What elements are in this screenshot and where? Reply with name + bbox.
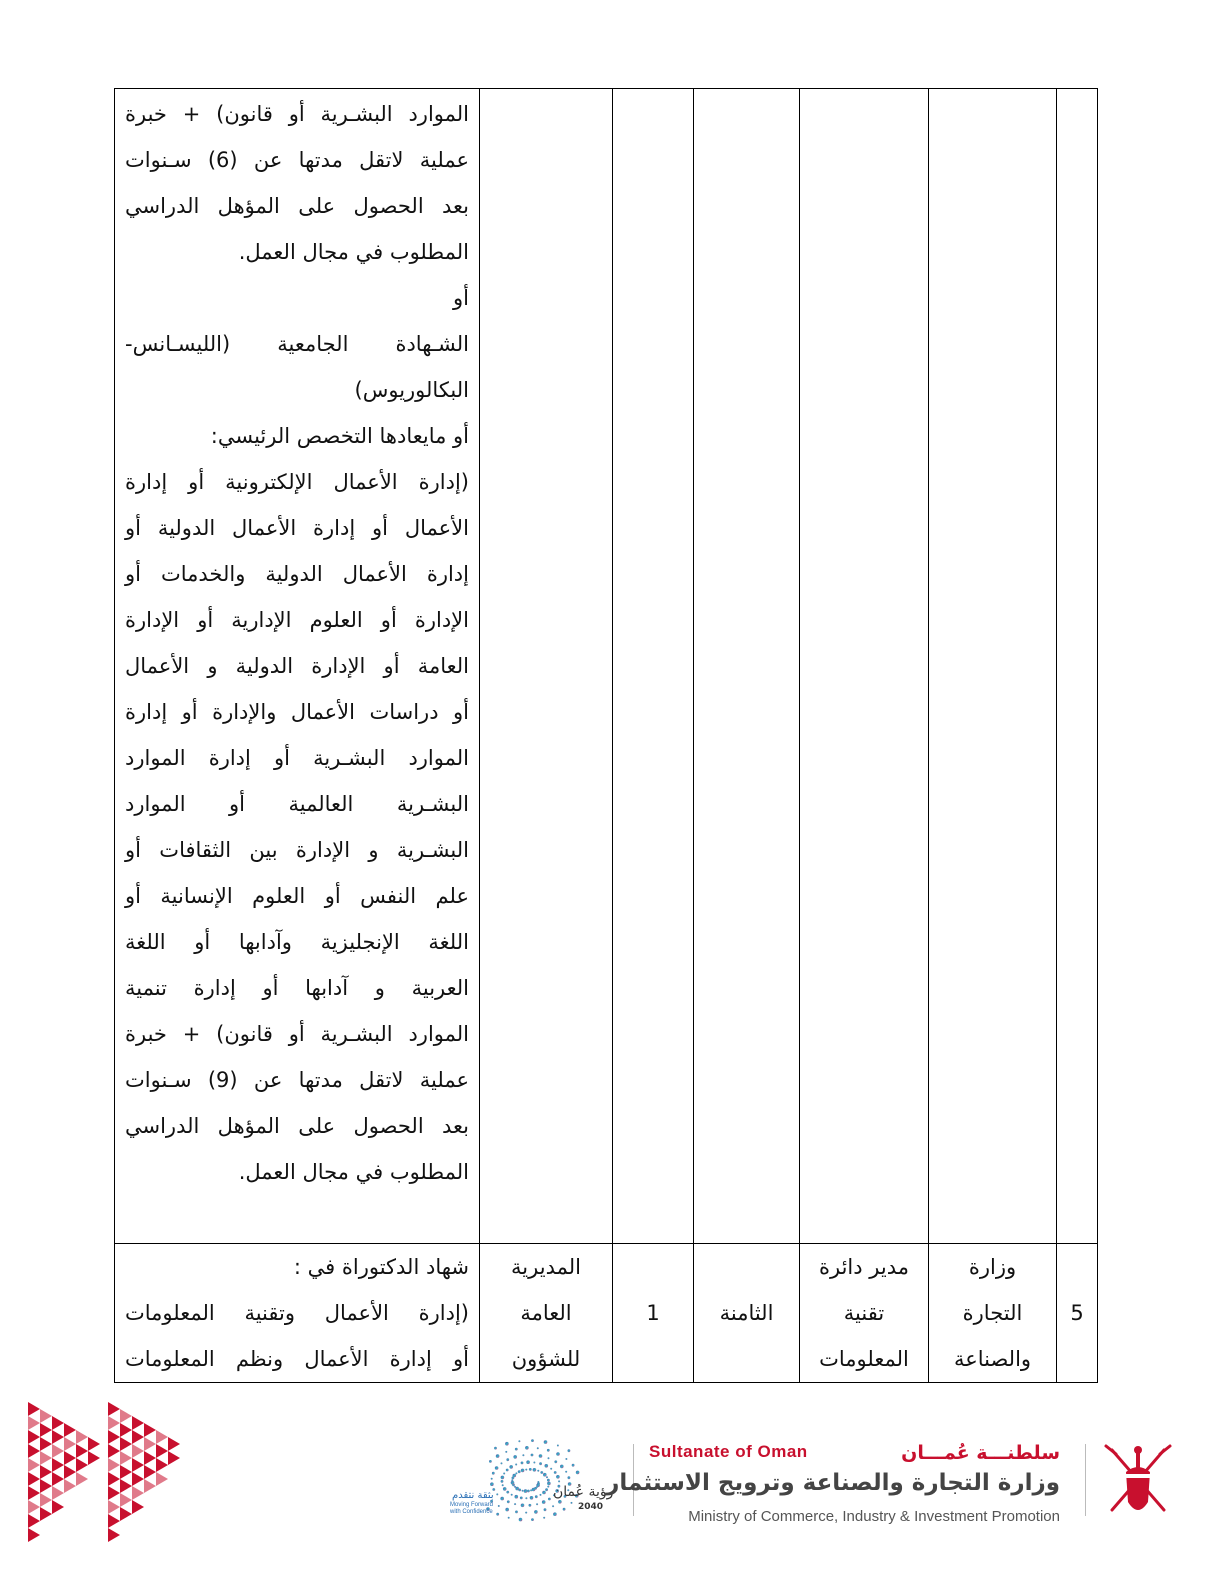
vision-dot xyxy=(530,1489,532,1491)
vision-dot xyxy=(511,1479,513,1481)
vision-dot xyxy=(503,1487,507,1491)
triangle-shape xyxy=(88,1437,100,1451)
triangle-shape xyxy=(64,1451,76,1465)
count: 1 xyxy=(646,1301,660,1325)
vision-dot xyxy=(531,1454,534,1457)
ministry-cell xyxy=(929,89,1057,1244)
vision-dot xyxy=(505,1442,509,1446)
vision-dot xyxy=(556,1452,560,1456)
triangle-shape xyxy=(52,1430,64,1444)
vision-dot xyxy=(563,1508,566,1511)
triangle-shape xyxy=(28,1528,40,1542)
vision-dot xyxy=(558,1500,562,1504)
triangle-shape xyxy=(108,1444,120,1458)
triangle-shape xyxy=(168,1437,180,1451)
qual-line: أو إدارة الأعمال ونظم المعلومات xyxy=(125,1347,469,1371)
vision-dot xyxy=(514,1503,516,1505)
vision-dot xyxy=(554,1471,557,1474)
qual-line: البشـرية العالمية أو الموارد xyxy=(125,792,469,816)
qual-line: إدارة الأعمال الدولية والخدمات أو xyxy=(125,562,469,586)
tagline-en-line: Moving Forward xyxy=(450,1502,494,1508)
qual-line: علم النفس أو العلوم الإنسانية أو xyxy=(125,884,469,908)
qual-line: الموارد البشـرية أو قانون) + خبرة xyxy=(125,102,469,126)
ministry-name-ar: وزارة التجارة والصناعة وترويج الاستثمار xyxy=(606,1470,1060,1496)
vision-dot xyxy=(533,1462,535,1464)
grade: الثامنة xyxy=(719,1301,774,1325)
triangle-shape xyxy=(28,1416,40,1430)
vision-dot xyxy=(496,1454,500,1458)
sultanate-en: Sultanate of Oman xyxy=(649,1442,808,1461)
triangle-shape xyxy=(132,1458,144,1472)
vision-dot xyxy=(501,1480,504,1483)
vision-dot xyxy=(505,1508,509,1512)
qual-line: عملية لاتقل مدتها عن (9) سـنوات xyxy=(125,1068,469,1092)
directorate-line: للشؤون xyxy=(511,1347,581,1371)
vision-dot xyxy=(533,1468,537,1472)
table-row-5 xyxy=(115,1244,1098,1383)
vision-dot xyxy=(543,1517,545,1519)
vision-dot xyxy=(509,1465,513,1469)
vision-dot xyxy=(507,1500,510,1503)
triangle-shape xyxy=(144,1451,156,1465)
vision-dot xyxy=(548,1498,551,1501)
vision-dot xyxy=(525,1446,529,1450)
ministry-cell xyxy=(929,1244,1057,1383)
vision-dot xyxy=(513,1474,517,1478)
triangle-shape xyxy=(108,1514,120,1528)
vision-dot xyxy=(521,1504,525,1508)
vision-dot xyxy=(515,1495,519,1499)
vision-dot xyxy=(539,1462,542,1465)
directorate-line: المديرية xyxy=(511,1255,581,1279)
triangle-shape xyxy=(132,1430,144,1444)
vision-dot xyxy=(518,1440,520,1442)
directorate-line: العامة xyxy=(520,1301,572,1325)
vision-dot xyxy=(542,1500,546,1504)
triangle-shape xyxy=(144,1465,156,1479)
triangle-shape xyxy=(108,1486,120,1500)
ministry-name-en: Ministry of Commerce, Industry & Investment Promotion xyxy=(688,1508,1060,1525)
tagline-en xyxy=(450,1502,493,1516)
vision-dot xyxy=(495,1466,499,1470)
qual-line: اللغة الإنجليزية وآدابها أو اللغة xyxy=(125,930,469,954)
vision-ar-text: رؤية عُمان xyxy=(553,1484,614,1500)
vision-dot xyxy=(547,1449,550,1452)
vision-dot xyxy=(558,1480,560,1482)
triangle-shape xyxy=(40,1437,52,1451)
vision-dot xyxy=(565,1458,567,1460)
vision-dot xyxy=(500,1497,504,1501)
vision-dot xyxy=(525,1512,527,1514)
triangle-shape xyxy=(108,1416,120,1430)
qual-line: أو مايعادها التخصص الرئيسي: xyxy=(210,424,469,448)
vision-dot xyxy=(560,1465,564,1469)
vision-dot xyxy=(515,1511,518,1514)
vision-dot xyxy=(506,1458,509,1461)
triangle-shape xyxy=(28,1514,40,1528)
vision-dot xyxy=(513,1455,517,1459)
triangle-shape xyxy=(156,1458,168,1472)
vision-dot xyxy=(542,1491,546,1495)
vision-dot xyxy=(537,1447,539,1449)
vision-dot xyxy=(490,1482,494,1486)
triangle-shape xyxy=(76,1472,88,1486)
triangle-shape xyxy=(64,1465,76,1479)
triangle-shape xyxy=(52,1486,64,1500)
triangle-shape xyxy=(52,1458,64,1472)
vision-dot xyxy=(489,1460,492,1463)
vision-dot xyxy=(534,1510,538,1514)
qualification-cell xyxy=(115,1244,480,1383)
count-cell xyxy=(613,89,694,1244)
vision-dot xyxy=(505,1451,507,1453)
triangle-shape xyxy=(28,1500,40,1514)
triangle-shape xyxy=(64,1423,76,1437)
ministry-line: التجارة xyxy=(962,1301,1023,1325)
job-title-cell xyxy=(800,89,929,1244)
vision-dot xyxy=(498,1505,500,1507)
directorate-cell xyxy=(480,89,613,1244)
triangle-shape xyxy=(28,1472,40,1486)
table-row-continued xyxy=(115,89,1098,1244)
triangle-shape xyxy=(108,1500,120,1514)
vision-dot xyxy=(508,1517,510,1519)
triangle-shape xyxy=(132,1444,144,1458)
triangle-shape xyxy=(52,1472,64,1486)
vision-dot xyxy=(571,1502,573,1504)
triangle-shape xyxy=(120,1451,132,1465)
vision-dot xyxy=(530,1496,534,1500)
vision-dot xyxy=(531,1439,534,1442)
vision-dot xyxy=(524,1489,528,1493)
triangle-shape xyxy=(28,1444,40,1458)
vision-dot xyxy=(543,1473,547,1477)
triangle-shape xyxy=(108,1472,120,1486)
ministry-line: وزارة xyxy=(968,1255,1017,1279)
sultanate-ar: سلطنـــة عُمـــان xyxy=(901,1442,1060,1464)
vision-dot xyxy=(532,1488,536,1492)
vision-dot xyxy=(506,1469,509,1472)
triangle-shape xyxy=(144,1437,156,1451)
job-title-cell xyxy=(800,1244,929,1383)
triangle-shape xyxy=(108,1528,120,1542)
triangle-shape xyxy=(156,1472,168,1486)
triangle-shape xyxy=(40,1423,52,1437)
vision-dot xyxy=(539,1454,543,1458)
qual-line: الموارد البشـرية أو إدارة الموارد xyxy=(125,746,469,770)
triangle-shape xyxy=(132,1472,144,1486)
triangle-shape xyxy=(132,1416,144,1430)
vision-dot xyxy=(550,1468,552,1470)
triangle-shape xyxy=(88,1451,100,1465)
vision-dot xyxy=(546,1476,548,1478)
vision-dot xyxy=(496,1493,498,1495)
triangle-shape xyxy=(120,1465,132,1479)
qualification-cell xyxy=(115,89,480,1244)
triangle-shape xyxy=(40,1451,52,1465)
job-title-line: تقنية xyxy=(843,1301,885,1325)
qual-line: بعد الحصول على المؤهل الدراسي xyxy=(125,1114,469,1138)
triangle-shape xyxy=(120,1493,132,1507)
triangle-shape xyxy=(40,1507,52,1521)
vision-dot xyxy=(511,1481,515,1485)
count-cell xyxy=(613,1244,694,1383)
triangle-shape xyxy=(156,1444,168,1458)
vision-dot xyxy=(521,1462,524,1465)
qual-line: الموارد البشـرية أو قانون) + خبرة xyxy=(125,1022,469,1046)
grade-cell xyxy=(694,1244,800,1383)
vision-dot xyxy=(547,1486,549,1488)
vision-dot xyxy=(494,1447,497,1450)
vision-dot xyxy=(511,1494,513,1496)
vision-dot xyxy=(544,1508,547,1511)
vision-dot xyxy=(521,1469,525,1473)
triangle-shape xyxy=(132,1486,144,1500)
vision-dot xyxy=(502,1484,504,1486)
vision-dot xyxy=(518,1470,521,1473)
triangle-shape xyxy=(28,1430,40,1444)
vision-dot xyxy=(568,1476,571,1479)
triangle-shape xyxy=(64,1437,76,1451)
qual-line: العامة أو الإدارة الدولية و الأعمال xyxy=(125,654,469,678)
vision-dot xyxy=(520,1497,523,1500)
triangle-shape xyxy=(28,1458,40,1472)
ministry-line: والصناعة xyxy=(953,1347,1032,1371)
triangle-shape xyxy=(76,1444,88,1458)
divider xyxy=(1085,1444,1086,1516)
vision-dot xyxy=(522,1490,524,1492)
vision-dot xyxy=(496,1513,499,1516)
qual-line: الشـهادة الجامعية (الليسـانس- xyxy=(125,332,469,356)
triangle-shape xyxy=(40,1465,52,1479)
triangle-shape xyxy=(120,1507,132,1521)
vision-dot xyxy=(535,1495,538,1498)
vision-dot xyxy=(565,1471,567,1473)
job-title-line: مدير دائرة xyxy=(819,1255,909,1279)
vision-dot xyxy=(529,1504,532,1507)
vision-dot xyxy=(540,1471,543,1474)
vision-dot xyxy=(519,1518,523,1522)
job-title-line: المعلومات xyxy=(819,1347,909,1371)
triangle-shape xyxy=(40,1479,52,1493)
triangle-shape xyxy=(168,1451,180,1465)
qual-line: أو xyxy=(453,286,469,310)
triangle-shape xyxy=(108,1458,120,1472)
triangle-shape xyxy=(40,1493,52,1507)
vision-dot xyxy=(503,1473,505,1475)
vision-dot xyxy=(531,1518,534,1521)
tagline-en-line: with Confidence xyxy=(450,1509,493,1515)
vision-dot xyxy=(527,1490,530,1493)
grade-cell xyxy=(694,89,800,1244)
oman-emblem-icon xyxy=(1098,1440,1178,1524)
vision-dot xyxy=(537,1470,539,1472)
qual-line: (إدارة الأعمال وتقنية المعلومات xyxy=(125,1301,469,1325)
qual-line: شهاد الدكتوراة في : xyxy=(293,1255,469,1279)
vision-dot xyxy=(522,1454,524,1456)
qual-line: البكالوريوس) xyxy=(354,378,469,402)
qual-line: المطلوب في مجال العمل. xyxy=(238,1160,469,1184)
triangle-shape xyxy=(108,1430,120,1444)
row-number: 5 xyxy=(1070,1301,1084,1325)
vision-dot xyxy=(553,1512,557,1516)
triangle-shape xyxy=(156,1430,168,1444)
triangle-shape xyxy=(108,1402,120,1416)
triangle-shape xyxy=(120,1437,132,1451)
qual-line: (إدارة الأعمال الإلكترونية أو إدارة xyxy=(125,470,469,494)
triangle-shape xyxy=(28,1486,40,1500)
vision-dot xyxy=(545,1488,548,1491)
triangle-shape xyxy=(144,1423,156,1437)
vision-dot xyxy=(526,1460,530,1464)
qual-line: عملية لاتقل مدتها عن (6) سـنوات xyxy=(125,148,469,172)
vision-dot xyxy=(568,1449,571,1452)
vision-dot xyxy=(572,1464,575,1467)
triangle-shape xyxy=(52,1444,64,1458)
qual-line: الإدارة أو العلوم الإدارية أو الإدارة xyxy=(125,608,469,632)
vision-dot xyxy=(492,1472,495,1475)
triangle-shape xyxy=(76,1430,88,1444)
vision-dot xyxy=(491,1478,493,1480)
vision-dot xyxy=(552,1505,554,1507)
vision-dot xyxy=(545,1464,549,1468)
qual-line: بعد الحصول على المؤهل الدراسي xyxy=(125,194,469,218)
number-cell xyxy=(1057,1244,1098,1383)
triangle-shape xyxy=(132,1500,144,1514)
vision-dot xyxy=(501,1462,503,1464)
triangle-shape xyxy=(120,1423,132,1437)
vision-year: 2040 xyxy=(578,1502,604,1512)
vision-dot xyxy=(556,1475,560,1479)
triangle-shape xyxy=(76,1458,88,1472)
triangle-shape xyxy=(120,1479,132,1493)
directorate-cell xyxy=(480,1244,613,1383)
qual-line: البشـرية و الإدارة بين الثقافات أو xyxy=(125,838,469,862)
vision-dot xyxy=(515,1464,517,1466)
vision-dot xyxy=(547,1482,551,1486)
qual-line: أو دراسات الأعمال والإدارة أو إدارة xyxy=(125,700,469,724)
qual-line: الأعمال أو إدارة الأعمال الدولية أو xyxy=(125,516,469,540)
page-footer xyxy=(0,1390,1224,1584)
vision-dot xyxy=(525,1469,527,1471)
number-cell xyxy=(1057,89,1098,1244)
triangle-shape xyxy=(144,1479,156,1493)
qual-line: العربية و آدابها أو إدارة تنمية xyxy=(125,976,469,1000)
jobs-table xyxy=(114,88,1098,1383)
vision-dot xyxy=(548,1457,550,1459)
vision-dot xyxy=(515,1472,517,1474)
triangle-shape xyxy=(120,1409,132,1423)
vision-dot xyxy=(506,1491,509,1494)
vision-dot xyxy=(544,1440,548,1444)
vision-dot xyxy=(557,1445,559,1447)
triangle-shape xyxy=(40,1409,52,1423)
vision-dot xyxy=(529,1468,532,1471)
vision-dot xyxy=(515,1448,518,1451)
vision-dot xyxy=(554,1460,557,1463)
triangle-shape xyxy=(52,1500,64,1514)
vision-dot xyxy=(540,1494,542,1496)
vision-dot xyxy=(501,1476,505,1480)
triangle-shape xyxy=(28,1402,40,1416)
triangle-shape xyxy=(64,1479,76,1493)
tagline-ar: بثقة نتقدم xyxy=(452,1490,494,1501)
triangle-shape xyxy=(52,1416,64,1430)
vision-dot xyxy=(536,1503,538,1505)
vision-dot xyxy=(525,1497,527,1499)
qual-line: المطلوب في مجال العمل. xyxy=(238,240,469,264)
vision-dot xyxy=(576,1471,580,1475)
vision-dot xyxy=(514,1486,516,1488)
vision-dot xyxy=(547,1479,550,1482)
